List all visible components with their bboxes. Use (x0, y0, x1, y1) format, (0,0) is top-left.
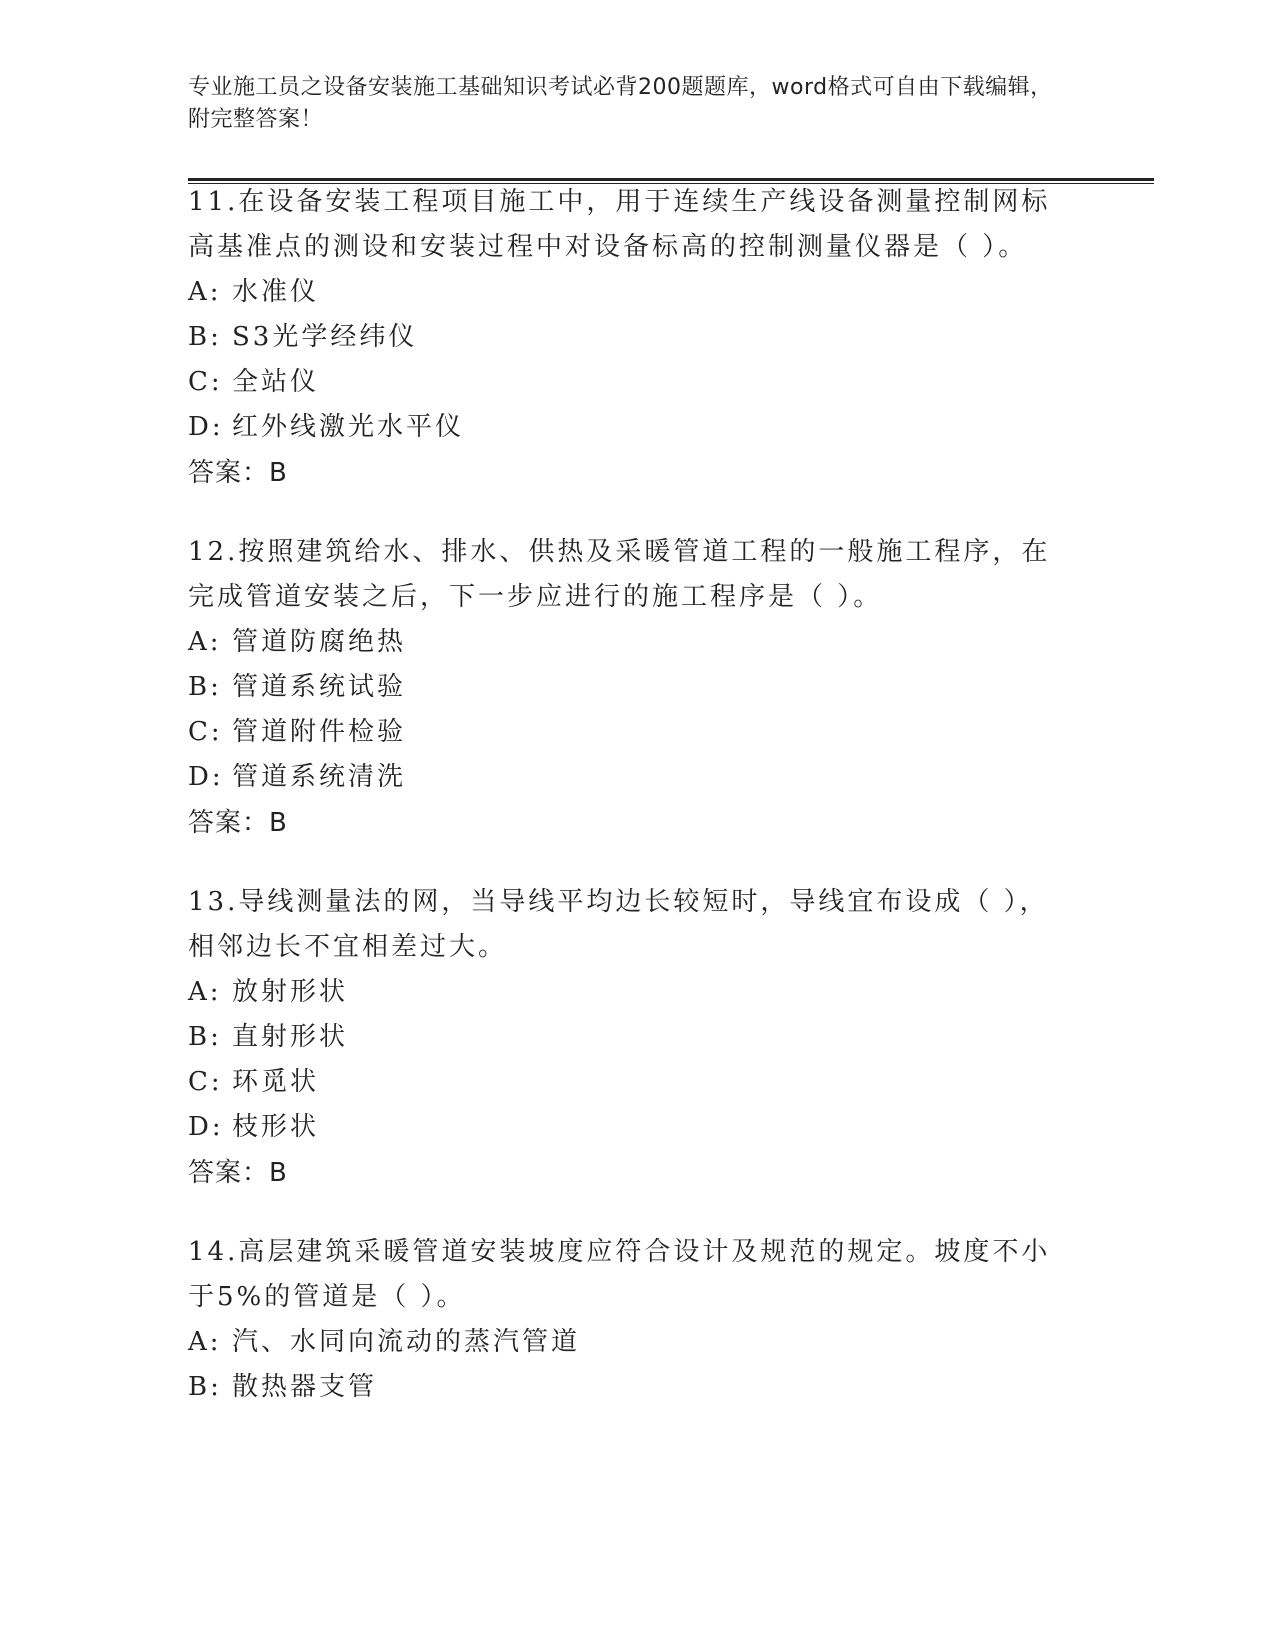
question-stem: 14.高层建筑采暖管道安装坡度应符合设计及规范的规定。坡度不小于5%的管道是（ ）。 (188, 1237, 1051, 1312)
option-b (188, 315, 1088, 360)
option-text: 环觅状 (232, 1067, 320, 1097)
option-text: 水准仪 (232, 277, 320, 307)
option-b (188, 1015, 1088, 1060)
question-14 (188, 1230, 1088, 1410)
option-b (188, 665, 1088, 710)
option-text: 管道系统清洗 (232, 762, 407, 792)
option-d (188, 1105, 1088, 1150)
option-c (188, 710, 1088, 755)
option-text: 管道防腐绝热 (232, 627, 407, 657)
option-a (188, 1320, 1088, 1365)
option-text: 放射形状 (232, 977, 349, 1007)
option-text: 管道附件检验 (232, 717, 407, 747)
answer: 答案：B (188, 458, 288, 488)
option-text: 管道系统试验 (232, 672, 407, 702)
option-text: 散热器支管 (232, 1372, 378, 1402)
option-a (188, 620, 1088, 665)
question-13 (188, 880, 1088, 1196)
option-text: 汽、水同向流动的蒸汽管道 (232, 1327, 581, 1357)
option-text: 红外线激光水平仪 (232, 412, 465, 442)
option-key: D: (188, 762, 224, 792)
option-key: B: (188, 672, 222, 702)
option-key: A: (188, 1327, 222, 1357)
question-11 (188, 180, 1088, 496)
option-text: 全站仪 (232, 367, 320, 397)
document-header: 专业施工员之设备安装施工基础知识考试必背200题题库，word格式可自由下载编辑，附完整答案！ (188, 75, 1053, 132)
option-b (188, 1365, 1088, 1410)
option-key: C: (188, 1067, 223, 1097)
option-key: C: (188, 717, 223, 747)
option-key: D: (188, 1112, 224, 1142)
option-key: B: (188, 1022, 222, 1052)
option-a (188, 970, 1088, 1015)
option-key: B: (188, 322, 222, 352)
question-12 (188, 530, 1088, 846)
answer: 答案：B (188, 808, 288, 838)
option-key: B: (188, 1372, 222, 1402)
option-c (188, 360, 1088, 405)
question-stem: 13.导线测量法的网，当导线平均边长较短时，导线宜布设成（ ），相邻边长不宜相差过大。 (188, 887, 1049, 962)
option-a (188, 270, 1088, 315)
option-text: S3光学经纬仪 (232, 322, 418, 352)
answer: 答案：B (188, 1158, 288, 1188)
option-d (188, 405, 1088, 450)
option-key: A: (188, 627, 222, 657)
option-key: A: (188, 977, 222, 1007)
option-key: D: (188, 412, 224, 442)
question-stem: 12.按照建筑给水、排水、供热及采暖管道工程的一般施工程序，在完成管道安装之后，下一步应进行的施工程序是（ ）。 (188, 537, 1051, 612)
option-key: C: (188, 367, 223, 397)
option-text: 枝形状 (232, 1112, 320, 1142)
option-c (188, 1060, 1088, 1105)
question-stem: 11.在设备安装工程项目施工中，用于连续生产线设备测量控制网标高基准点的测设和安装过程中对设备标高的控制测量仪器是（ ）。 (188, 187, 1051, 262)
option-text: 直射形状 (232, 1022, 349, 1052)
option-key: A: (188, 277, 222, 307)
option-d (188, 755, 1088, 800)
